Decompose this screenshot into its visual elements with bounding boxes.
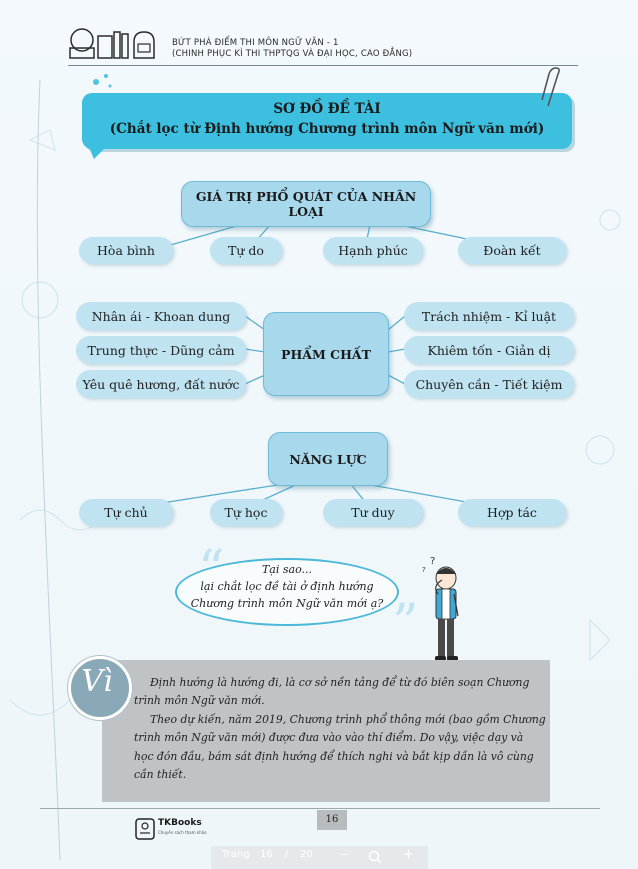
answer-line: trình môn Ngữ văn mới. xyxy=(134,694,265,707)
values-hub xyxy=(181,181,431,227)
quality-label: Khiêm tốn - Giản dị xyxy=(427,342,551,358)
quality-label: Chuyên cần - Tiết kiệm xyxy=(415,376,563,392)
page-label: Trang xyxy=(222,849,250,860)
svg-text:?: ? xyxy=(422,566,426,574)
zoom-icon[interactable] xyxy=(368,850,382,864)
question-line-2: lại chắt lọc đề tài ở định hướng xyxy=(200,580,374,593)
page-number: 16 xyxy=(317,810,347,830)
answer-line: trình môn Ngữ văn mới) được đưa vào vào thí điểm. Do vậy, việc dạy và xyxy=(134,731,524,744)
current-page-input[interactable]: 16 xyxy=(260,849,273,860)
value-node xyxy=(323,237,423,264)
value-node xyxy=(79,237,173,264)
qualities-hub xyxy=(263,312,389,396)
values-hub-label: GIÁ TRỊ PHỔ QUÁT CỦA NHÂN LOẠI xyxy=(195,189,417,219)
answer-line: học đón đầu, bám sát định hướng để thích nghi và bắt kịp dần là vô cùng xyxy=(134,750,534,763)
ability-node xyxy=(458,499,566,526)
ability-label: Hợp tác xyxy=(487,505,537,520)
ability-node xyxy=(210,499,282,526)
value-label: Tự do xyxy=(228,243,264,258)
banner-subtitle: (Chắt lọc từ Định hướng Chương trình môn Ngữ văn mới) xyxy=(109,121,545,137)
zoom-in-button[interactable]: + xyxy=(403,847,414,862)
quality-label: Nhân ái - Khoan dung xyxy=(91,308,231,324)
value-label: Đoàn kết xyxy=(483,243,541,258)
quality-node xyxy=(404,370,574,398)
abilities-hub-label: NĂNG LỰC xyxy=(289,451,367,467)
value-node xyxy=(210,237,282,264)
ability-node xyxy=(323,499,423,526)
answer-badge-text: Vì xyxy=(81,664,113,699)
total-pages: 20 xyxy=(300,849,313,860)
thinking-student-illustration xyxy=(418,552,478,664)
banner-title: SƠ ĐỒ ĐỀ TÀI xyxy=(273,101,381,117)
answer-line: Theo dự kiến, năm 2019, Chương trình phổ thông mới (bao gồm Chương xyxy=(150,713,546,726)
logo-text: TKBooks xyxy=(158,818,202,828)
value-label: Hòa bình xyxy=(97,243,155,258)
quality-label: Trách nhiệm - Kỉ luật xyxy=(421,308,557,324)
answer-line: cần thiết. xyxy=(134,768,187,781)
quality-label: Yêu quê hương, đất nước xyxy=(82,376,240,392)
quality-node xyxy=(404,336,574,364)
ability-node xyxy=(79,499,173,526)
value-label: Hạnh phúc xyxy=(338,243,408,258)
svg-text:?: ? xyxy=(430,556,436,567)
header-title: BỨT PHÁ ĐIỂM THI MÔN NGỮ VĂN - 1 xyxy=(172,38,339,48)
quality-node xyxy=(76,370,246,398)
quality-label: Trung thực - Dũng cảm xyxy=(87,342,235,358)
question-line-1: Tại sao... xyxy=(261,563,313,576)
ability-label: Tự học xyxy=(224,505,268,520)
footer-divider xyxy=(40,808,600,809)
header-subtitle: (CHINH PHỤC KÌ THI THPTQG VÀ ĐẠI HỌC, CAO ĐẲNG) xyxy=(172,49,413,59)
zoom-out-button[interactable]: — xyxy=(340,849,350,860)
value-node xyxy=(458,237,566,264)
question-line-3: Chương trình môn Ngữ văn mới ạ? xyxy=(190,597,384,610)
quality-node xyxy=(76,336,246,364)
logo-subtext: Chuyên sách tham khảo xyxy=(158,830,207,835)
qualities-hub-label: PHẨM CHẤT xyxy=(281,346,371,362)
abilities-hub xyxy=(268,432,388,486)
ability-label: Tư duy xyxy=(351,505,395,520)
page-separator: / xyxy=(285,849,289,860)
ability-label: Tự chủ xyxy=(104,505,148,520)
quality-node xyxy=(76,302,246,330)
close-quote-icon: ” xyxy=(392,594,419,654)
answer-line: Định hướng là hướng đi, là cơ sở nền tảng để từ đó biên soạn Chương xyxy=(150,676,530,689)
quality-node xyxy=(404,302,574,330)
